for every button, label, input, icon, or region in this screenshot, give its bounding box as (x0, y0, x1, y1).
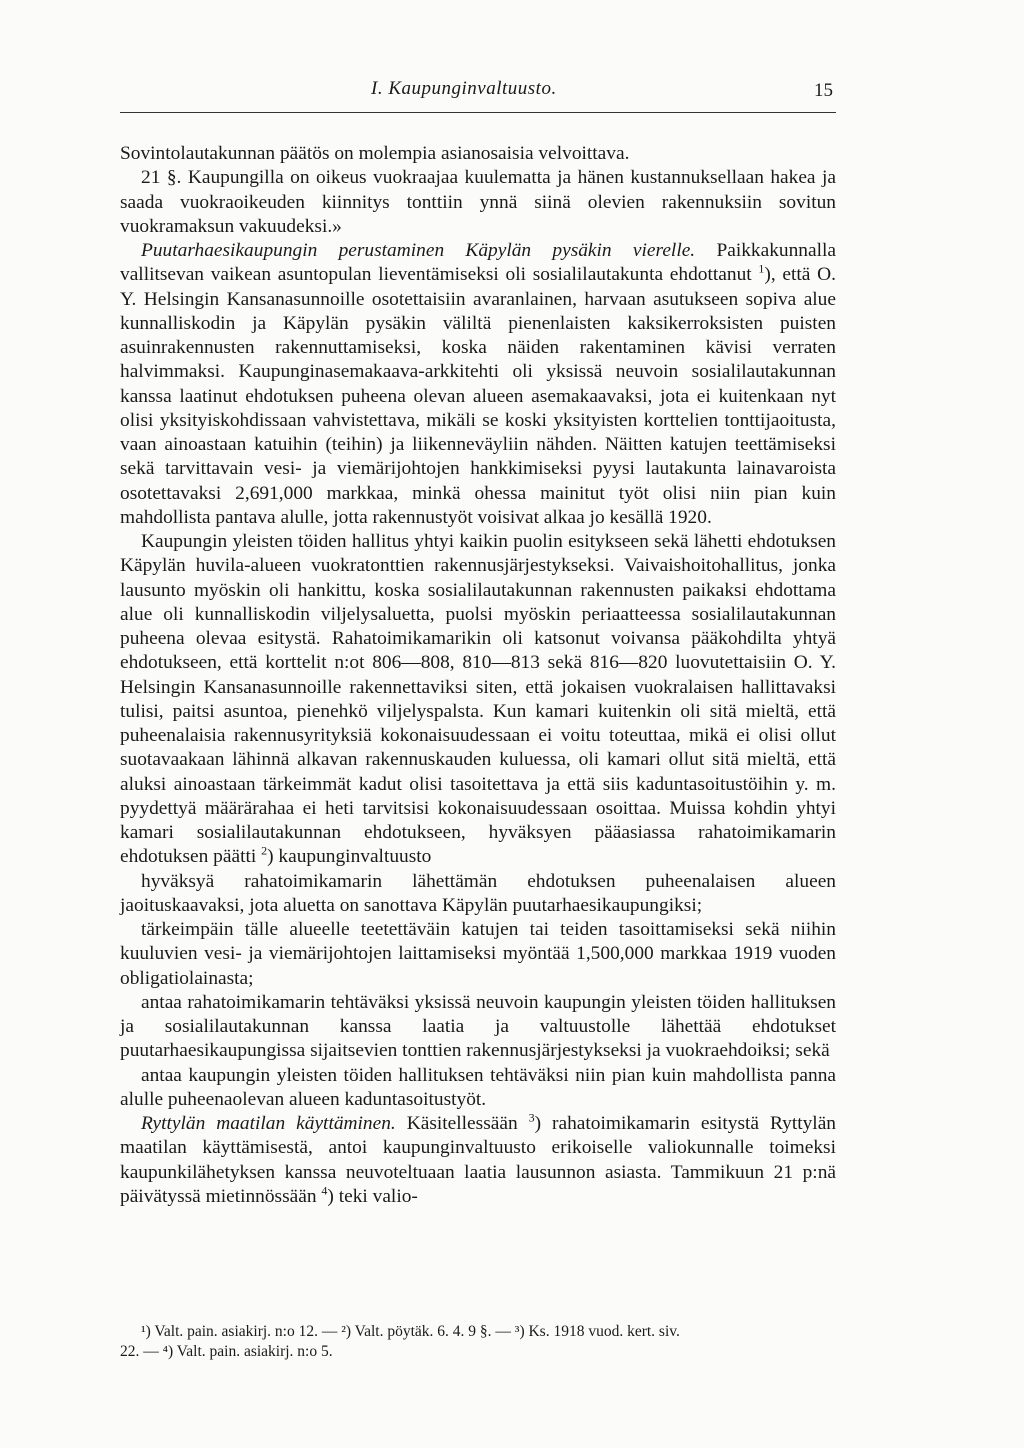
footnotes (120, 1322, 836, 1362)
paragraph-text: Kaupungin yleisten töiden hallitus yhtyi kaikin puolin esitykseen sekä lähetti ehdotuksen Käpylän huvila-alueen vuokratonttien rakennusjärjestykseksi. Vaivaishoitohallitus, jonka lausunto myöskin oli hankittu, koska sosialilautakunnan rakennusten paikaksi ehdottama alue oli kunnalliskodin viljelysaluetta, puolsi myöskin periaatteessa sosialilautakunnan puheena olevaa esitystä. Rahatoimikamarikin oli katsonut voivansa pääkohdilta yhtyä ehdotukseen, että korttelit n:ot 806—808, 810—813 sekä 816—820 luovutettaisiin O. Y. Helsingin Kansanasunnoille rakennettaviksi siten, että jokaisen vuokralaisen hallittavaksi tulisi, paitsi asuntoa, pienehkö viljelyspalsta. Kun kamari kuitenkin oli sitä mieltä, että puheenalaisia rakennusyrityksiä kokonaisuudessaan ei voitu toteuttaa, mikä ei olisi ollut suotavaakaan lähinnä alkavan rakennuskauden kuluessa, oli kamari ollut sitä mieltä, että aluksi ainoastaan tärkeimmät kadut olisi tasoitettava ja että siis kaduntasoitustöihin y. m. pyydettyä määrärahaa ei heti tarvitsisi kokonaisuudessaan osoittaa. Muissa kohdin yhtyi kamari sosialilautakunnan ehdotukseen, hyväksyen pääasiassa rahatoimikamarin ehdotuksen päätti (120, 531, 836, 868)
paragraph-text: ) kaupunginvaltuusto (267, 846, 432, 868)
paragraph-text: Käsitellessään (395, 1113, 529, 1134)
paragraph: antaa kaupungin yleisten töiden hallituksen tehtäväksi niin pian kuin mahdollista panna alulle puheenaolevan alueen kaduntasoitustyöt. (120, 1064, 836, 1110)
section-heading: Ryttylän maatilan käyttäminen. (141, 1113, 396, 1134)
paragraph-text: ) teki valio- (327, 1185, 418, 1207)
page-number: 15 (814, 80, 833, 101)
paragraph: Sovintolautakunnan päätös on molempia asianosaisia velvoittava. (120, 143, 630, 164)
paragraph-text: ), että O. Y. Helsingin Kansanasunnoille osotettaisiin avaranlainen, harvaan asutukseen sopiva alue kunnalliskodin ja Käpylän pysäkin väliltä pienenlaisten kaksikerroksisten puisten asuinrakennusten rakennuttamiseksi, koska näiden rakentaminen kävisi verraten halvimmaksi. Kaupunginasemakaava-arkkitehti oli yksissä neuvoin sosialilautakunnan kanssa laatinut ehdotuksen puheena olevan alueen asemakaavaksi, jota ei kuitenkaan nyt olisi yksityiskohdissaan vahvistettava, mikäli se koski yksityisten korttelien tonttijaoitusta, vaan ainoastaan katuihin (teihin) ja liikenneväyliin nähden. Näitten katujen teettämiseksi sekä tarvittavain vesi- ja viemärijohtojen hankkimiseksi pyysi lautakunta lainavaroista osotettavaksi 2,691,000 markkaa, minkä ohessa mainitut työt olisi niin pian kuin mahdollista pantava alulle, jotta rakennustyöt voisivat alkaa jo kesällä 1920. (120, 264, 836, 528)
paragraph (120, 239, 836, 530)
header-rule (120, 112, 836, 113)
paragraph-text: Paikkakunnalla vallitsevan vaikean asuntopulan lieventämiseksi oli sosialilautakunta ehdottanut (120, 240, 836, 286)
footnote-ref: 4 (321, 1183, 328, 1198)
body-text (120, 142, 836, 1209)
section-heading: Puutarhaesikaupungin perustaminen Käpylän pysäkin vierelle. (141, 240, 696, 261)
paragraph: antaa rahatoimikamarin tehtäväksi yksissä neuvoin kaupungin yleisten töiden hallituksen ja sosialilautakunnan kanssa laatia ja valtuustolle lähettää ehdotukset puutarhaesikaupungissa sijaitsevien tonttien rakennusjärjestykseksi ja vuokraehdoiksi; sekä (120, 991, 836, 1062)
paragraph (120, 530, 836, 870)
paragraph: hyväksyä rahatoimikamarin lähettämän ehdotuksen puheenalaisen alueen jaoituskaavaksi, jota aluetta on sanottava Käpylän puutarhaesikaupungiksi; (120, 870, 836, 916)
running-header-title: I. Kaupunginvaltuusto. (371, 78, 557, 99)
footnote-line: 22. — ⁴) Valt. pain. asiakirj. n:o 5. (120, 1343, 333, 1360)
paragraph (120, 1112, 836, 1209)
footnote-ref: 3 (528, 1110, 535, 1125)
footnote-ref: 1 (758, 261, 765, 276)
footnote-ref: 2 (261, 843, 268, 858)
footnote-line: ¹) Valt. pain. asiakirj. n:o 12. — ²) Valt. pöytäk. 6. 4. 9 §. — ³) Ks. 1918 vuod. kert. siv. (141, 1323, 680, 1340)
paragraph-text: ) rahatoimikamarin esitystä Ryttylän maatilan käyttämisestä, antoi kaupunginvaltuusto erikoiselle valiokunnalle toimeksi kaupunkilähetyksen kanssa neuvoteltuaan laatia lausunnon asiasta. Tammikuun 21 p:nä päivätyssä mietinnössään (120, 1113, 836, 1207)
paragraph: tärkeimpäin tälle alueelle teetettäväin katujen tai teiden tasoittamiseksi sekä niihin kuuluvien vesi- ja viemärijohtojen laittamiseksi myöntää 1,500,000 markkaa 1919 vuoden obligatiolainasta; (120, 919, 836, 989)
paragraph: 21 §. Kaupungilla on oikeus vuokraajaa kuulematta ja hänen kustannuksellaan hakea ja saada vuokraoikeuden kiinnitys tonttiin ynnä siinä olevien rakennuksiin sovitun vuokramaksun vakuudeksi.» (120, 167, 836, 237)
